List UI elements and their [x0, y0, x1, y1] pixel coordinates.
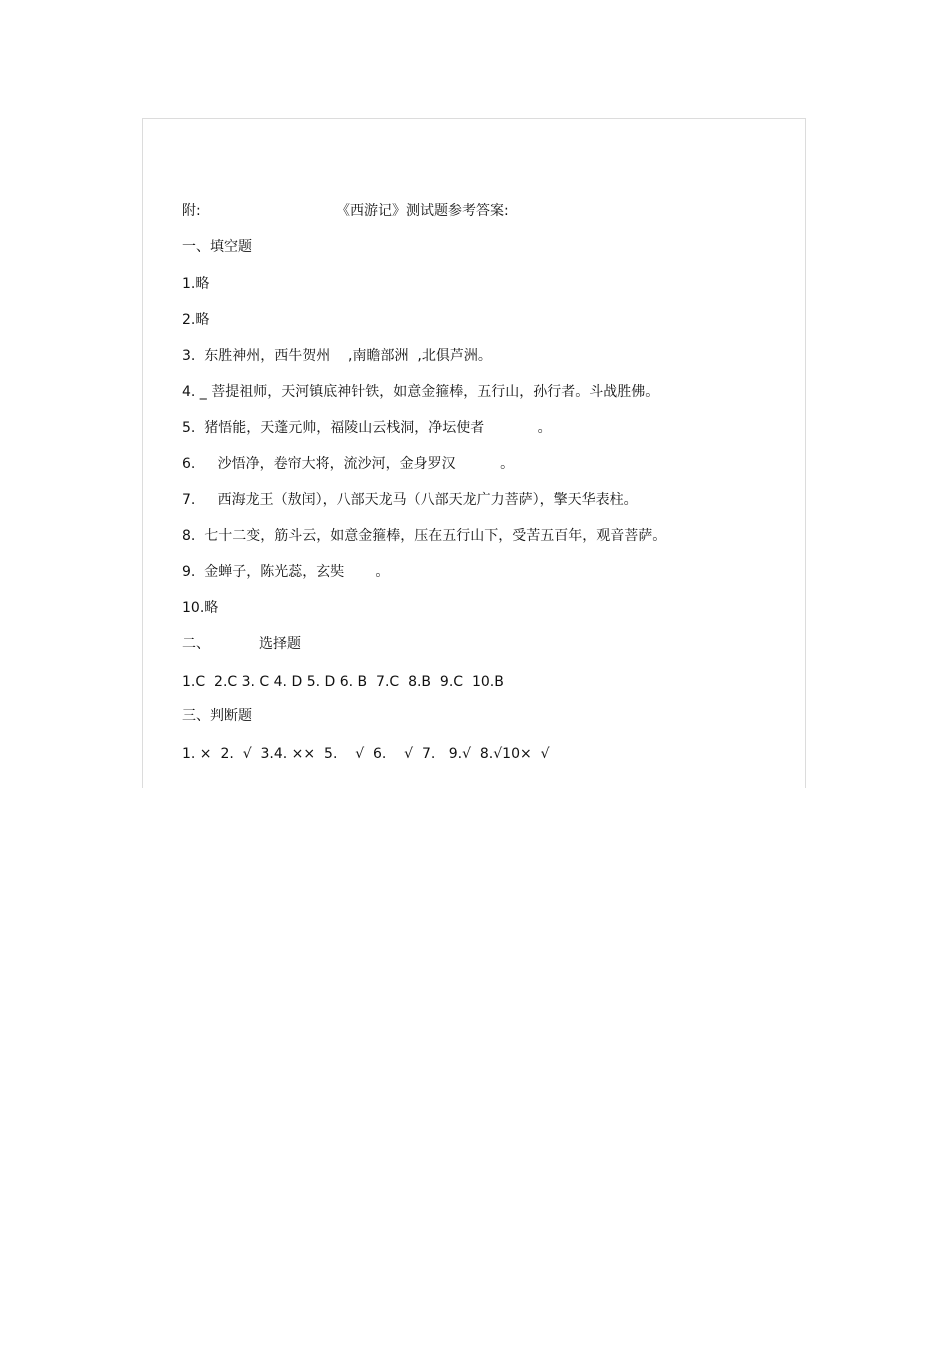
answer-line-4: 4. _ 菩提祖师，天河镇底神针铁，如意金箍棒，五行山，孙行者。斗战胜佛。 [182, 384, 660, 400]
answer-line-6: 6. 沙悟净，卷帘大将，流沙河，金身罗汉 。 [182, 456, 515, 472]
answer-line-7: 7. 西海龙王（敖闰），八部天龙马（八部天龙广力菩萨），擎天华表柱。 [182, 492, 638, 508]
answer-line-10: 10.略 [182, 600, 219, 616]
true-false-answers: 1. × 2. √ 3.4. ×× 5. √ 6. √ 7. 9.√ 8.√10× √ [182, 746, 550, 762]
title-prefix: 附: [182, 203, 201, 219]
answer-line-1: 1.略 [182, 276, 210, 292]
answer-line-8: 8. 七十二变，筋斗云，如意金箍棒，压在五行山下，受苦五百年，观音菩萨。 [182, 528, 667, 544]
section-heading-fill-in: 一、填空题 [182, 239, 252, 255]
section-heading-true-false: 三、判断题 [182, 708, 252, 724]
answer-line-5: 5. 猪悟能，天蓬元帅，福陵山云栈洞，净坛使者 。 [182, 420, 552, 436]
choice-answers: 1.C 2.C 3. C 4. D 5. D 6. B 7.C 8.B 9.C 10.B [182, 674, 504, 690]
answer-line-9: 9. 金蝉子，陈光蕊，玄奘 。 [182, 564, 390, 580]
answer-line-2: 2.略 [182, 312, 210, 328]
document-title: 《西游记》测试题参考答案: [336, 203, 509, 219]
answer-line-3: 3. 东胜神州，西牛贺州 ,南瞻部洲 ,北俱芦洲。 [182, 348, 492, 364]
section-heading-multiple-choice: 二、 选择题 [182, 636, 301, 652]
